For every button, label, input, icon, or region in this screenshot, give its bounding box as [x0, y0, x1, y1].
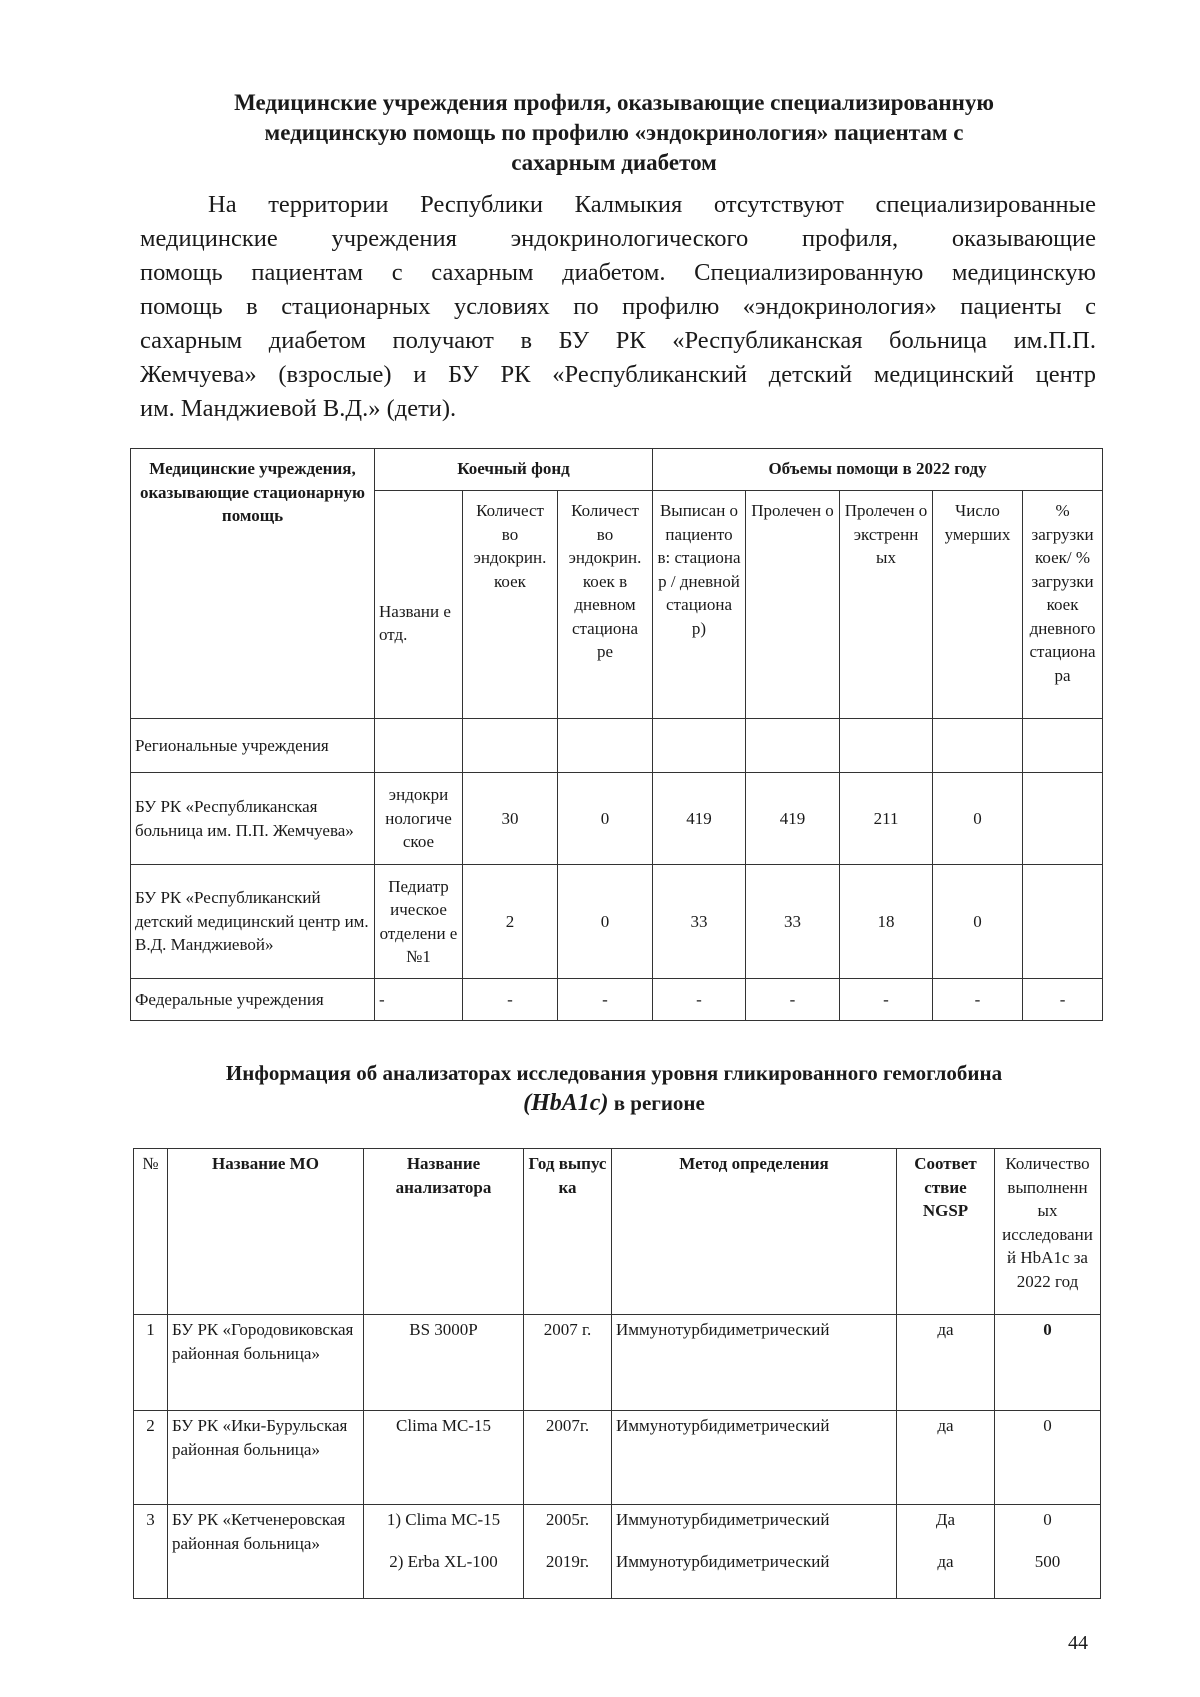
- institution-name: БУ РК «Республиканский детский медицинский центр им. В.Д. Манджиевой»: [131, 865, 375, 979]
- method-cell: [612, 1505, 897, 1599]
- analyzers-heading-line-1: Информация об анализаторах исследования уровня гликированного гемоглобина: [225, 1061, 1003, 1085]
- table-row: [131, 865, 1103, 979]
- header-treated-emergency: Пролечен о экстренн ых: [840, 491, 933, 719]
- deaths: 0: [933, 865, 1023, 979]
- discharged: -: [653, 979, 746, 1021]
- analyzer-name: 1) Clima MC-15: [386, 1510, 501, 1529]
- treated: 419: [746, 773, 840, 865]
- header-mo: Название МО: [168, 1149, 364, 1315]
- intro-paragraph: [140, 188, 1096, 426]
- header-dept-name: Названи е отд.: [375, 491, 463, 719]
- analyzer-cell: [364, 1505, 524, 1599]
- paragraph-line: медицинские учреждения эндокринологического профиля, оказывающие: [140, 225, 1096, 252]
- paragraph-line: сахарным диабетом получают в БУ РК «Республиканская больница им.П.П.: [140, 327, 1096, 354]
- institutions-table: [130, 448, 1103, 1021]
- load: [1023, 773, 1103, 865]
- table-row: [131, 773, 1103, 865]
- header-method: Метод определения: [612, 1149, 897, 1315]
- paragraph-line: На территории Республики Калмыкия отсутствуют специализированные: [208, 191, 1096, 218]
- federal-label: Федеральные учреждения: [131, 979, 375, 1021]
- endo-beds-day: 0: [558, 865, 653, 979]
- table-row: [131, 719, 1103, 773]
- row-num: 1: [134, 1315, 168, 1411]
- test-count: 0: [1043, 1510, 1052, 1529]
- analyzer-name: BS 3000P: [364, 1315, 524, 1411]
- hba1c-label: (HbA1c): [523, 1090, 609, 1116]
- page-number: 44: [1068, 1632, 1088, 1654]
- ngsp: да: [897, 1315, 995, 1411]
- header-discharged: Выписан о пациенто в: стациона р / дневной стациона р): [653, 491, 746, 719]
- paragraph-line: помощь в стационарных условиях по профилю «эндокринология» пациенты с: [140, 293, 1096, 320]
- test-count: 0: [995, 1411, 1101, 1505]
- row-num: 3: [134, 1505, 168, 1599]
- load: [1023, 865, 1103, 979]
- heading-line-1: Медицинские учреждения профиля, оказывающие специализированную: [234, 90, 994, 115]
- row-num: 2: [134, 1411, 168, 1505]
- method: Иммунотурбидиметрический: [616, 1510, 830, 1529]
- test-count: 0: [995, 1315, 1101, 1411]
- analyzers-heading-line-2: [130, 1088, 1098, 1118]
- header-volumes: Объемы помощи в 2022 году: [653, 449, 1103, 491]
- header-bed-fund: Коечный фонд: [375, 449, 653, 491]
- endo-beds-day: 0: [558, 773, 653, 865]
- header-endo-beds-day: Количест во эндокрин. коек в дневном стациона ре: [558, 491, 653, 719]
- treated-emergency: -: [840, 979, 933, 1021]
- table-row: [134, 1411, 1101, 1505]
- treated-emergency: 18: [840, 865, 933, 979]
- header-treated: Пролечен о: [746, 491, 840, 719]
- header-institutions: Медицинские учреждения, оказывающие стационарную помощь: [131, 449, 375, 719]
- analyzers-heading: [130, 1058, 1098, 1118]
- ngsp: да: [897, 1411, 995, 1505]
- paragraph-line: Жемчуева» (взрослые) и БУ РК «Республиканский детский медицинский центр: [140, 361, 1096, 388]
- regional-label: Региональные учреждения: [131, 719, 375, 773]
- dept-name: Педиатр ическое отделени е №1: [375, 865, 463, 979]
- mo-name: БУ РК «Ики-Бурульская районная больница»: [168, 1411, 364, 1505]
- test-count: 500: [1034, 1551, 1061, 1571]
- header-count: Количество выполненн ых исследовани й HbA1c за 2022 год: [995, 1149, 1101, 1315]
- header-load: % загрузки коек/ % загрузки коек дневного стациона ра: [1023, 491, 1103, 719]
- endo-beds: 30: [463, 773, 558, 865]
- analyzers-heading-rest: в регионе: [608, 1091, 705, 1115]
- table-row: [131, 979, 1103, 1021]
- release-year: 2007г.: [524, 1411, 612, 1505]
- ngsp-cell: [897, 1505, 995, 1599]
- ngsp: Да: [935, 1510, 956, 1529]
- heading-line-3: сахарным диабетом: [511, 150, 717, 175]
- paragraph-line: помощь пациентам с сахарным диабетом. Специализированную медицинскую: [140, 259, 1096, 286]
- mo-name: БУ РК «Кетченеровская районная больница»: [168, 1505, 364, 1599]
- analyzers-table: [133, 1148, 1101, 1599]
- discharged: 33: [653, 865, 746, 979]
- discharged: 419: [653, 773, 746, 865]
- mo-name: БУ РК «Городовиковская районная больница»: [168, 1315, 364, 1411]
- method: Иммунотурбидиметрический: [616, 1551, 830, 1571]
- release-year: 2005г.: [545, 1510, 590, 1529]
- table-row: [134, 1315, 1101, 1411]
- analyzer-name: 2) Erba XL-100: [389, 1551, 498, 1571]
- release-year: 2019г.: [545, 1551, 590, 1571]
- treated: -: [746, 979, 840, 1021]
- institution-name: БУ РК «Республиканская больница им. П.П. Жемчуева»: [131, 773, 375, 865]
- document-heading: [130, 88, 1098, 178]
- analyzer-name: Clima MC-15: [364, 1411, 524, 1505]
- table-row: [134, 1505, 1101, 1599]
- header-ngsp: Соответ ствие NGSP: [897, 1149, 995, 1315]
- dept-name: -: [375, 979, 463, 1021]
- deaths: -: [933, 979, 1023, 1021]
- header-num: №: [134, 1149, 168, 1315]
- paragraph-line: им. Манджиевой В.Д.» (дети).: [140, 395, 457, 422]
- count-cell: [995, 1505, 1101, 1599]
- heading-line-2: медицинскую помощь по профилю «эндокринология» пациентам с: [264, 120, 964, 145]
- header-analyzer: Название анализатора: [364, 1149, 524, 1315]
- dept-name: эндокри нологиче ское: [375, 773, 463, 865]
- deaths: 0: [933, 773, 1023, 865]
- release-year: 2007 г.: [524, 1315, 612, 1411]
- treated-emergency: 211: [840, 773, 933, 865]
- method: Иммунотурбидиметрический: [612, 1411, 897, 1505]
- endo-beds: -: [463, 979, 558, 1021]
- header-year: Год выпус ка: [524, 1149, 612, 1315]
- treated: 33: [746, 865, 840, 979]
- header-endo-beds: Количест во эндокрин. коек: [463, 491, 558, 719]
- ngsp: да: [937, 1551, 954, 1571]
- method: Иммунотурбидиметрический: [612, 1315, 897, 1411]
- endo-beds: 2: [463, 865, 558, 979]
- load: -: [1023, 979, 1103, 1021]
- header-deaths: Число умерших: [933, 491, 1023, 719]
- year-cell: [524, 1505, 612, 1599]
- endo-beds-day: -: [558, 979, 653, 1021]
